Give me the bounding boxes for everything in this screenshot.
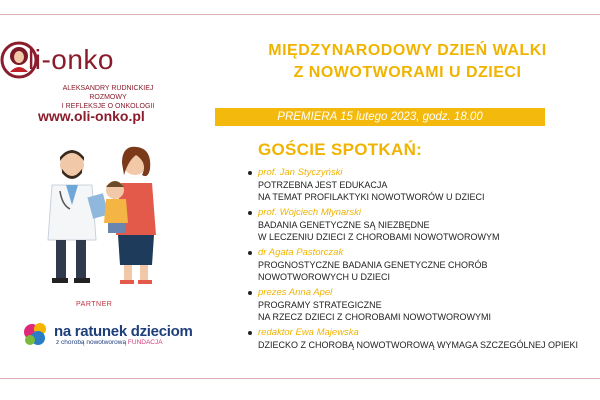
logo-subtitle-line1: ALEKSANDRY RUDNICKIEJ ROZMOWY	[62, 85, 154, 101]
guest-topic-line2: W LECZENIU DZIECI Z CHOROBAMI NOWOTWOROWYM	[258, 232, 500, 242]
guest-name: dr Agata Pastorczak	[258, 247, 344, 258]
guest-topic-line2: NOWOTWOROWYCH U DZIECI	[258, 272, 390, 282]
guest-topic	[258, 299, 491, 323]
bottom-divider	[0, 378, 600, 379]
guests-heading: GOŚCIE SPOTKAŃ:	[258, 140, 423, 159]
top-divider	[0, 14, 600, 15]
guest-topic	[258, 259, 488, 283]
bullet-icon	[248, 211, 252, 215]
guest-name: prof. Wojciech Młynarski	[258, 207, 361, 218]
guest-topic	[258, 219, 500, 243]
guest-name: redaktor Ewa Majewska	[258, 327, 359, 338]
logo-subtitle-line2: I REFLEKSJE O ONKOLOGII	[61, 103, 155, 110]
website-link[interactable]: www.oli-onko.pl	[38, 108, 145, 124]
event-title	[215, 40, 600, 84]
guest-topic-line1: DZIECKO Z CHOROBĄ NOWOTWOROWĄ WYMAGA SZCZEGÓLNEJ OPIEKI	[258, 340, 579, 350]
guest-topic-line1: PROGRAMY STRATEGICZNE	[258, 300, 382, 310]
logo-subtitle	[43, 84, 173, 111]
partner-subtitle	[56, 339, 163, 346]
premiere-text: PREMIERA 15 lutego 2023, godz. 18.00	[277, 111, 483, 123]
guest-topic	[258, 339, 600, 351]
guest-topic-line1: PROGNOSTYCZNE BADANIA GENETYCZNE CHORÓB	[258, 260, 488, 270]
partner-label: PARTNER	[76, 301, 113, 308]
bullet-icon	[248, 291, 252, 295]
guest-name: prof. Jan Styczyński	[258, 167, 343, 178]
event-title-line2: Z NOWOTWORAMI U DZIECI	[293, 64, 522, 81]
partner-sub-text: z chorobą nowotworową	[56, 339, 127, 346]
bullet-icon	[248, 171, 252, 175]
guest-topic-line1: BADANIA GENETYCZNE SĄ NIEZBĘDNE	[258, 220, 430, 230]
logo-text: li-onko	[28, 44, 114, 75]
event-title-line1: MIĘDZYNARODOWY DZIEŃ WALKI	[268, 42, 547, 59]
bullet-icon	[248, 331, 252, 335]
partner-logo-icon	[18, 320, 58, 350]
guest-topic-line2: NA RZECZ DZIECI Z CHOROBAMI NOWOTWOROWYMI	[258, 312, 491, 322]
bullet-icon	[248, 251, 252, 255]
guest-topic-line1: POTRZEBNA JEST EDUKACJA	[258, 180, 388, 190]
guest-name: prezes Anna Apel	[258, 287, 333, 298]
partner-name: na ratunek dzieciom	[54, 323, 193, 340]
doctor-mother-child-illustration	[30, 135, 170, 290]
partner-fund: FUNDACJA	[127, 339, 163, 346]
guest-topic	[258, 179, 485, 203]
premiere-banner	[215, 108, 545, 126]
guest-topic-line2: NA TEMAT PROFILAKTYKI NOWOTWORÓW U DZIECI	[258, 192, 485, 202]
